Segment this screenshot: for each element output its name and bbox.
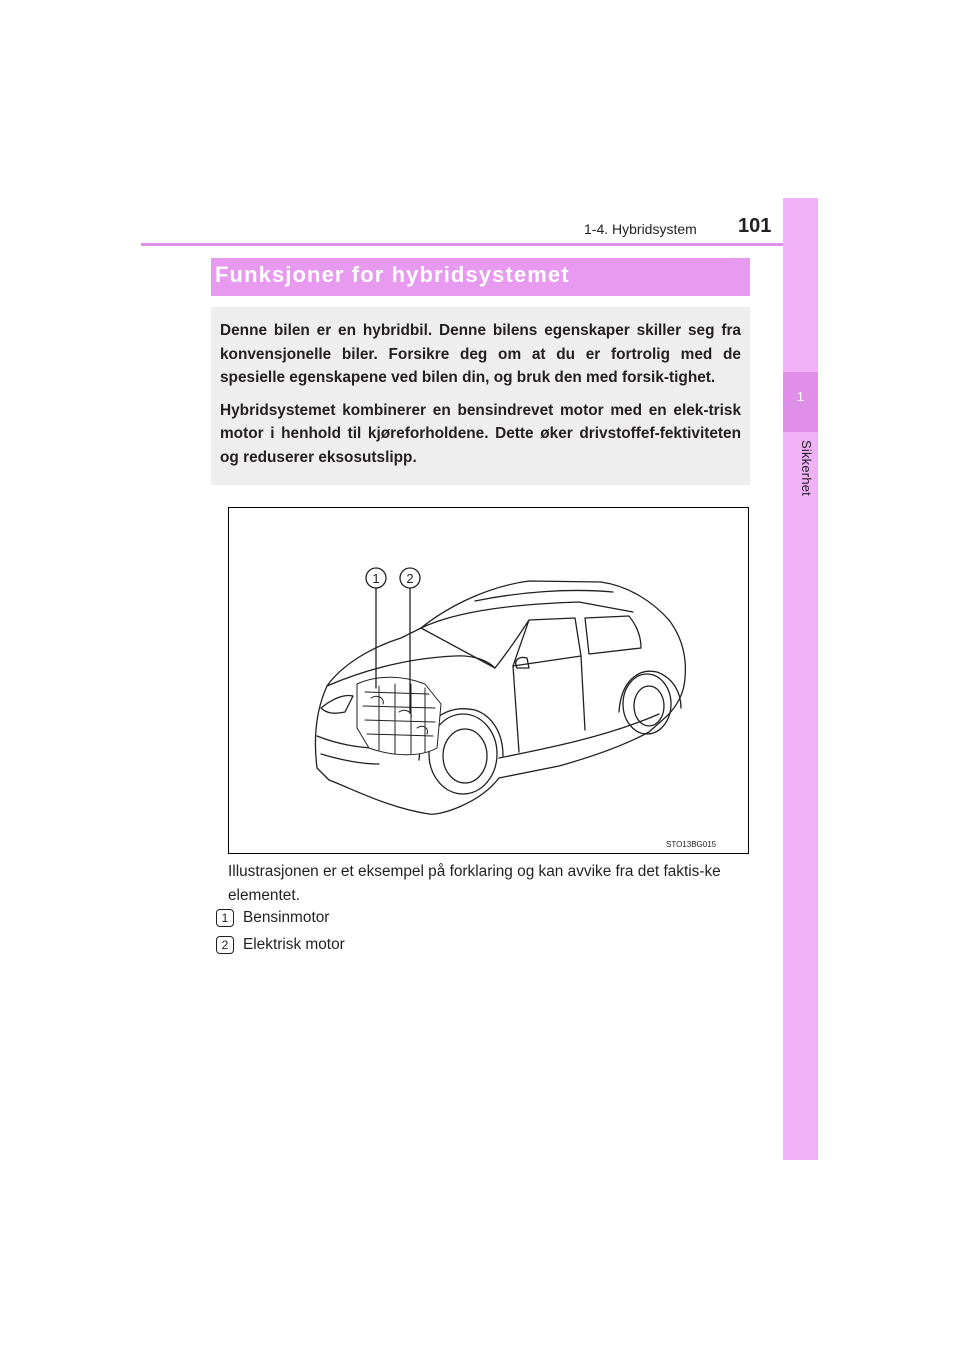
- car-side-window: [513, 618, 581, 666]
- front-wheel-hub: [443, 729, 487, 783]
- roof-rail: [475, 590, 613, 601]
- hybrid-car-illustration: [228, 507, 749, 854]
- car-sill-line: [499, 714, 659, 758]
- chapter-side-tab: [783, 198, 818, 1160]
- intro-paragraph: Denne bilen er en hybridbil. Denne bilens egenskaper skiller seg fra konvensjonelle biler. Forsikre deg om at du er fortrolig med de spesielle egenskapene ved bilen din, og bruk den med forsik-tighet.: [220, 322, 741, 386]
- legend-marker: 2: [216, 936, 234, 954]
- legend-label: Bensinmotor: [243, 909, 330, 926]
- legend-item: [216, 907, 329, 929]
- car-door-line: [513, 666, 519, 752]
- car-headlight: [321, 696, 353, 714]
- car-door-line: [581, 656, 585, 730]
- callout-1-label: 1: [372, 571, 380, 586]
- car-windshield: [421, 620, 529, 668]
- legend-item: [216, 934, 345, 956]
- legend-label: Elektrisk motor: [243, 936, 345, 953]
- intro-paragraph: Hybridsystemet kombinerer en bensindrevet motor med en elek-trisk motor i henhold til kjøreforholdene. Dette øker drivstoffef-fektiviteten og reduserer eksosutslipp.: [220, 401, 741, 466]
- rear-wheel-arch: [619, 671, 681, 712]
- intro-box: [211, 307, 750, 485]
- engine-block: [357, 677, 441, 755]
- section-title: Funksjoner for hybridsystemet: [215, 262, 570, 287]
- callout-1: [366, 568, 386, 688]
- callout-2-label: 2: [406, 571, 414, 586]
- header-rule: [141, 243, 818, 246]
- side-mirror: [516, 657, 529, 668]
- page-number: 101: [738, 215, 772, 237]
- figure-caption: Illustrasjonen er et eksempel på forklaring og kan avvike fra det faktis-ke elementet.: [228, 863, 721, 904]
- chapter-label: Sikkerhet: [799, 440, 814, 496]
- car-drawing: [229, 508, 748, 853]
- running-header-section: 1-4. Hybridsystem: [584, 221, 697, 237]
- rear-wheel-hub: [634, 686, 664, 726]
- legend-marker: 1: [216, 909, 234, 927]
- chapter-number: 1: [796, 389, 805, 404]
- figure-code: STO13BG015: [666, 840, 717, 849]
- car-rear-window: [585, 616, 641, 654]
